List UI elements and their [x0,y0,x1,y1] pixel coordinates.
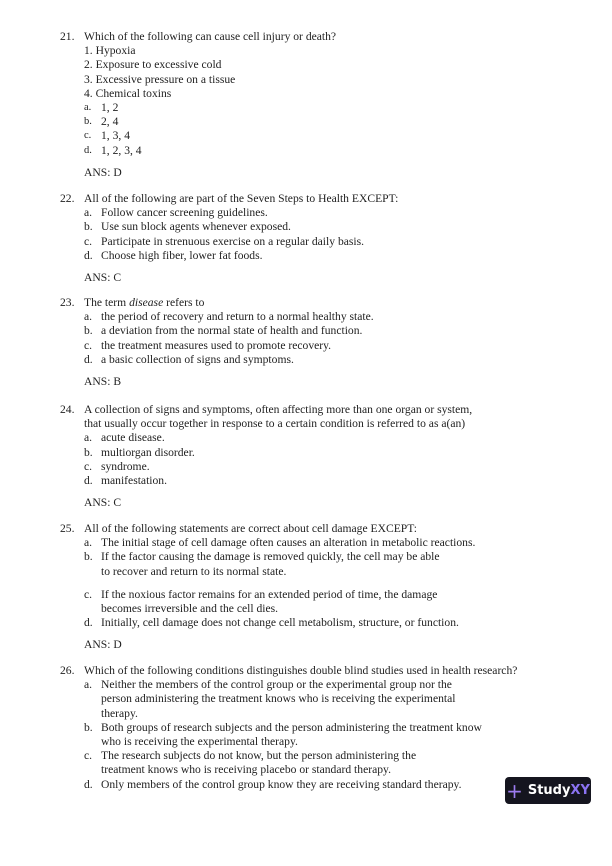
option-text: the treatment measures used to promote recovery. [101,338,332,352]
question-22 [60,192,600,285]
question-stem: All of the following are part of the Seven Steps to Health EXCEPT: [84,192,399,205]
answer-option-a [84,310,600,324]
option-text: Follow cancer screening guidelines. [101,206,268,220]
option-text: 1, 2, 3, 4 [101,143,142,157]
option-text: The research subjects do not know, but the person administering the [101,749,417,763]
answer-key: ANS: D [84,638,122,652]
answer-option-c [84,339,600,353]
option-letter: d. [84,474,93,488]
answer-option-a [84,536,600,550]
option-letter: a. [84,536,93,550]
logo-text-main: Study [527,783,571,798]
stem-text: refers to [163,296,205,309]
question-24 [60,403,600,510]
option-letter: d. [84,144,92,156]
option-letter: c. [84,459,93,473]
question-23 [60,296,600,389]
answer-option-b [84,324,600,338]
answer-option-d [84,144,600,158]
option-text: If the noxious factor remains for an extended period of time, the damage [101,587,438,601]
option-text: syndrome. [101,459,150,473]
option-letter: b. [84,550,93,564]
option-text: Only members of the control group know they are receiving standard therapy. [101,777,462,791]
option-letter: a. [84,310,93,324]
option-letter: b. [84,324,93,338]
option-letter: c. [84,749,93,763]
option-text: who is receiving the experimental therapy. [101,735,298,749]
answer-option-c [84,235,600,249]
question-26 [60,664,600,792]
answer-option-b [84,115,600,129]
question-stem: Which of the following conditions distinguishes double blind studies used in health research? [84,664,518,677]
option-letter: a. [84,431,93,445]
question-stem: All of the following statements are correct about cell damage EXCEPT: [84,522,417,535]
option-text: Participate in strenuous exercise on a regular daily basis. [101,234,365,248]
option-text: person administering the treatment knows who is receiving the experimental [101,692,456,706]
answer-option-d [84,616,600,630]
answer-option-b [84,550,600,578]
question-stem: Which of the following can cause cell injury or death? [84,30,337,43]
option-text: therapy. [101,706,138,720]
answer-option-b [84,220,600,234]
answer-option-d [84,353,600,367]
answer-option-b [84,446,600,460]
answer-option-d [84,249,600,263]
answer-option-a [84,206,600,220]
option-text: to recover and return to its normal state. [101,564,287,578]
option-letter: b. [84,720,93,734]
option-text: manifestation. [101,474,168,488]
option-letter: d. [84,248,93,262]
option-letter: c. [84,130,92,142]
logo-text-accent: XY [570,783,590,798]
question-number: 22. [60,192,75,205]
stem-item: 3. Excessive pressure on a tissue [84,72,236,86]
question-25 [60,522,600,653]
logo-text [528,783,590,798]
answer-option-b [84,721,600,749]
option-text: becomes irreversible and the cell dies. [101,602,279,616]
question-number: 23. [60,296,75,309]
question-stem [84,296,600,310]
question-21 [60,30,600,180]
answer-option-a [84,431,600,445]
stem-item: that usually occur together in response to a certain condition is referred to as a(an) [84,417,466,431]
answer-option-a [84,101,600,115]
option-letter: a. [84,678,93,692]
option-letter: d. [84,352,93,366]
stem-item: 2. Exposure to excessive cold [84,58,222,72]
option-letter: c. [84,234,93,248]
option-text: 1, 2 [101,101,119,115]
answer-key: ANS: C [84,496,122,510]
option-letter: b. [84,445,93,459]
option-text: If the factor causing the damage is removed quickly, the cell may be able [101,550,440,564]
option-text: Initially, cell damage does not change cell metabolism, structure, or function. [101,616,459,630]
option-text: the period of recovery and return to a normal healthy state. [101,310,374,324]
answer-option-a [84,678,600,721]
option-letter: c. [84,587,93,601]
plus-icon: + [506,778,523,803]
answer-key: ANS: C [84,271,122,285]
option-text: a basic collection of signs and symptoms. [101,352,294,366]
stem-item: 1. Hypoxia [84,44,136,58]
stem-text: The term [84,296,130,309]
stem-item: 4. Chemical toxins [84,86,172,100]
option-letter: d. [84,777,93,791]
answer-option-c [84,749,600,777]
option-text: Both groups of research subjects and the person administering the treatment know [101,720,482,734]
answer-option-c [84,129,600,143]
answer-key: ANS: D [84,165,122,179]
question-stem: A collection of signs and symptoms, often affecting more than one organ or system, [84,403,473,416]
option-text: multiorgan disorder. [101,445,195,459]
answer-option-d [84,474,600,488]
option-text: The initial stage of cell damage often causes an alteration in metabolic reactions. [101,536,476,550]
answer-key: ANS: B [84,375,122,389]
option-text: a deviation from the normal state of health and function. [101,324,363,338]
answer-option-c [84,460,600,474]
option-text: 2, 4 [101,115,119,129]
question-number: 26. [60,664,75,677]
option-text: Use sun block agents whenever exposed. [101,220,291,234]
option-text: acute disease. [101,431,165,445]
option-letter: d. [84,616,93,630]
stem-emphasis: disease [129,296,164,309]
option-letter: a. [84,206,93,220]
question-number: 24. [60,403,75,416]
question-number: 21. [60,30,75,43]
option-letter: a. [84,102,92,114]
option-text: Choose high fiber, lower fat foods. [101,248,263,262]
option-letter: c. [84,338,93,352]
answer-option-c [84,588,600,616]
option-letter: b. [84,220,93,234]
option-text: 1, 3, 4 [101,129,130,143]
option-text: treatment knows who is receiving placebo or standard therapy. [101,763,391,777]
option-text: Neither the members of the control group or the experimental group nor the [101,678,452,692]
question-number: 25. [60,522,75,535]
option-letter: b. [84,116,92,128]
studyxy-logo[interactable] [505,777,591,804]
